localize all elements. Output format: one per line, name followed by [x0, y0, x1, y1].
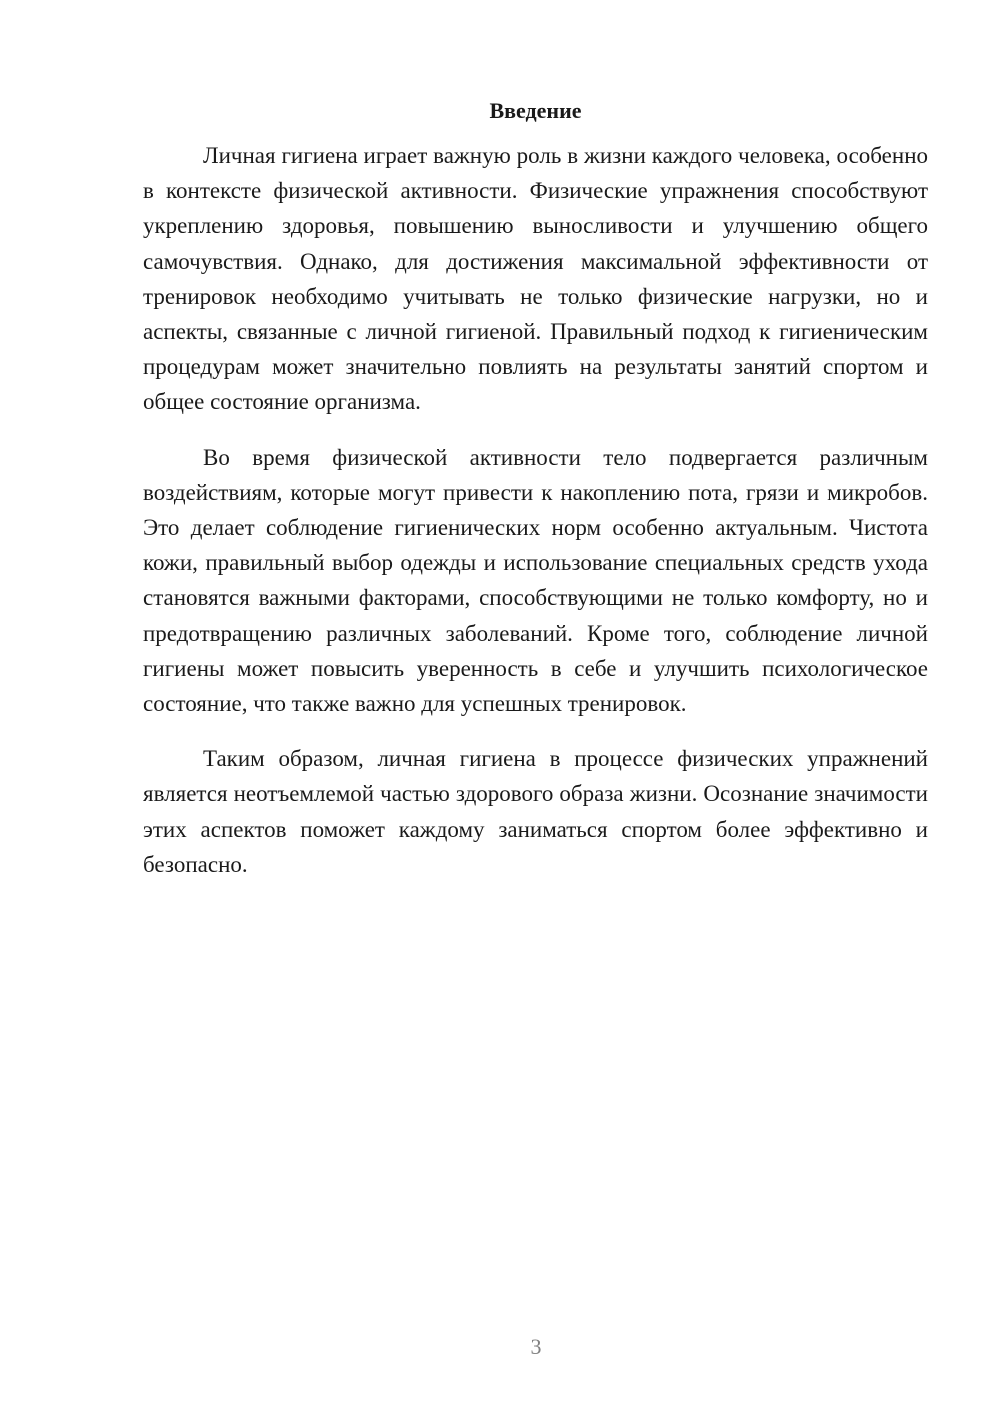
section-heading: Введение	[489, 98, 582, 123]
page-content	[143, 96, 928, 882]
paragraph-2: Во время физической активности тело подвергается различным воздействиям, которые могут привести к накоплению пота, грязи и микробов. Это делает соблюдение гигиенических норм особенно актуальным. Чистота кожи, правильный выбор одежды и использование специальных средств ухода становятся важными факторами, способствующими не только комфорту, но и предотвращению различных заболеваний. Кроме того, соблюдение личной гигиены может повысить уверенность в себе и улучшить психологическое состояние, что также важно для успешных тренировок.	[143, 444, 928, 717]
paragraph-1: Личная гигиена играет важную роль в жизни каждого человека, особенно в контексте физической активности. Физические упражнения способствуют укреплению здоровья, повышению выносливости и улучшению общего самочувствия. Однако, для достижения максимальной эффективности от тренировок необходимо учитывать не только физические нагрузки, но и аспекты, связанные с личной гигиеной. Правильный подход к гигиеническим процедурам может значительно повлиять на результаты занятий спортом и общее состояние организма.	[143, 143, 928, 415]
paragraph-3: Таким образом, личная гигиена в процессе физических упражнений является неотъемлемой частью здорового образа жизни. Осознание значимости этих аспектов поможет каждому заниматься спортом более эффективно и безопасно.	[143, 746, 928, 877]
page-number: 3	[530, 1334, 542, 1359]
